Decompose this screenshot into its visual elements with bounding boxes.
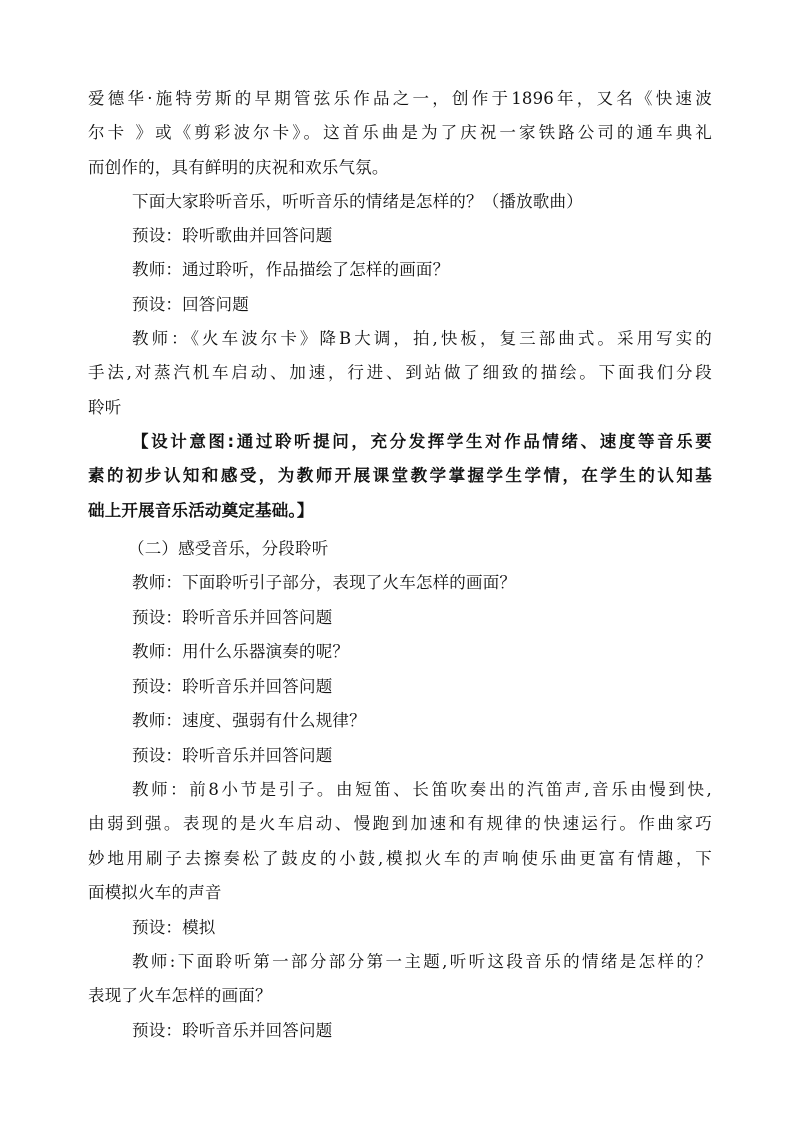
paragraph-preset (88, 911, 712, 945)
text-line: 手法,对蒸汽机车启动、加速，行进、到站做了细致的描绘。下面我们分段 (88, 363, 712, 383)
text-line: 教师:下面聆听第一部分部分第一主题,听听这段音乐的情绪是怎样的？ (132, 952, 712, 971)
paragraph-preset (88, 601, 712, 635)
text-line: 表现了火车怎样的画面？ (88, 986, 272, 1006)
text-line: 预设：聆听音乐并回答问题 (132, 746, 333, 765)
text-line: 教师：前8小节是引子。由短笛、长笛吹奏出的汽笛声,音乐由慢到快, (132, 780, 712, 799)
section-heading (88, 532, 712, 566)
text-line: 础上开展音乐活动奠定基础。】 (88, 500, 314, 520)
text-line: 教师：速度、强弱有什么规律？ (132, 711, 366, 730)
text-line: 预设：聆听音乐并回答问题 (132, 677, 333, 696)
text-line: 教师：用什么乐器演奏的呢？ (132, 642, 350, 661)
paragraph-listen-prompt (88, 185, 712, 219)
text-line: 教师：《火车波尔卡》降B大调，拍,快板，复三部曲式。采用写实的 (132, 329, 712, 348)
paragraph-preset (88, 219, 712, 253)
text-line: 预设：回答问题 (132, 295, 249, 314)
text-line: 教师：下面聆听引子部分，表现了火车怎样的画面？ (132, 573, 517, 592)
text-line: 【设计意图:通过聆听提问，充分发挥学生对作品情绪、速度等音乐要 (132, 432, 712, 451)
text-line: 下面大家聆听音乐，听听音乐的情绪是怎样的？（播放歌曲） (132, 192, 583, 211)
paragraph-teacher-intro-section (88, 773, 712, 910)
text-line: 爱德华·施特劳斯的早期管弦乐作品之一，创作于1896年，又名《快速波 (88, 89, 712, 108)
text-line: 妙地用刷子去擦奏松了鼓皮的小鼓,模拟火车的声响使乐曲更富有情趣，下 (88, 848, 712, 868)
text-line: 而创作的，具有鲜明的庆祝和欢乐气氛。 (88, 157, 389, 177)
paragraph-teacher (88, 566, 712, 600)
paragraph-teacher-train-polka (88, 322, 712, 425)
text-line: 素的初步认知和感受，为教师开展课堂教学掌握学生学情，在学生的认知基 (88, 466, 712, 486)
text-line: （二）感受音乐，分段聆听 (128, 539, 329, 558)
text-line: 预设：聆听歌曲并回答问题 (132, 226, 333, 245)
paragraph-preset (88, 288, 712, 322)
paragraph-teacher (88, 635, 712, 669)
paragraph-teacher (88, 253, 712, 287)
paragraph-design-intent (88, 425, 712, 528)
paragraph-preset (88, 670, 712, 704)
text-line: 预设：模拟 (132, 918, 216, 937)
paragraph-preset (88, 1014, 712, 1048)
text-line: 面模拟火车的声音 (88, 882, 222, 902)
paragraph-teacher-first-theme (88, 945, 712, 1014)
paragraph-intro (88, 82, 712, 185)
text-line: 预设：聆听音乐并回答问题 (132, 1021, 333, 1040)
text-line: 尔卡 》或《剪彩波尔卡》。这首乐曲是为了庆祝一家铁路公司的通车典礼 (88, 123, 712, 143)
text-line: 教师：通过聆听，作品描绘了怎样的画面？ (132, 260, 450, 279)
paragraph-teacher (88, 704, 712, 738)
text-line: 由弱到强。表现的是火车启动、慢跑到加速和有规律的快速运行。作曲家巧 (88, 814, 712, 834)
text-line: 预设：聆听音乐并回答问题 (132, 608, 333, 627)
text-line: 聆听 (88, 397, 122, 417)
paragraph-preset (88, 739, 712, 773)
